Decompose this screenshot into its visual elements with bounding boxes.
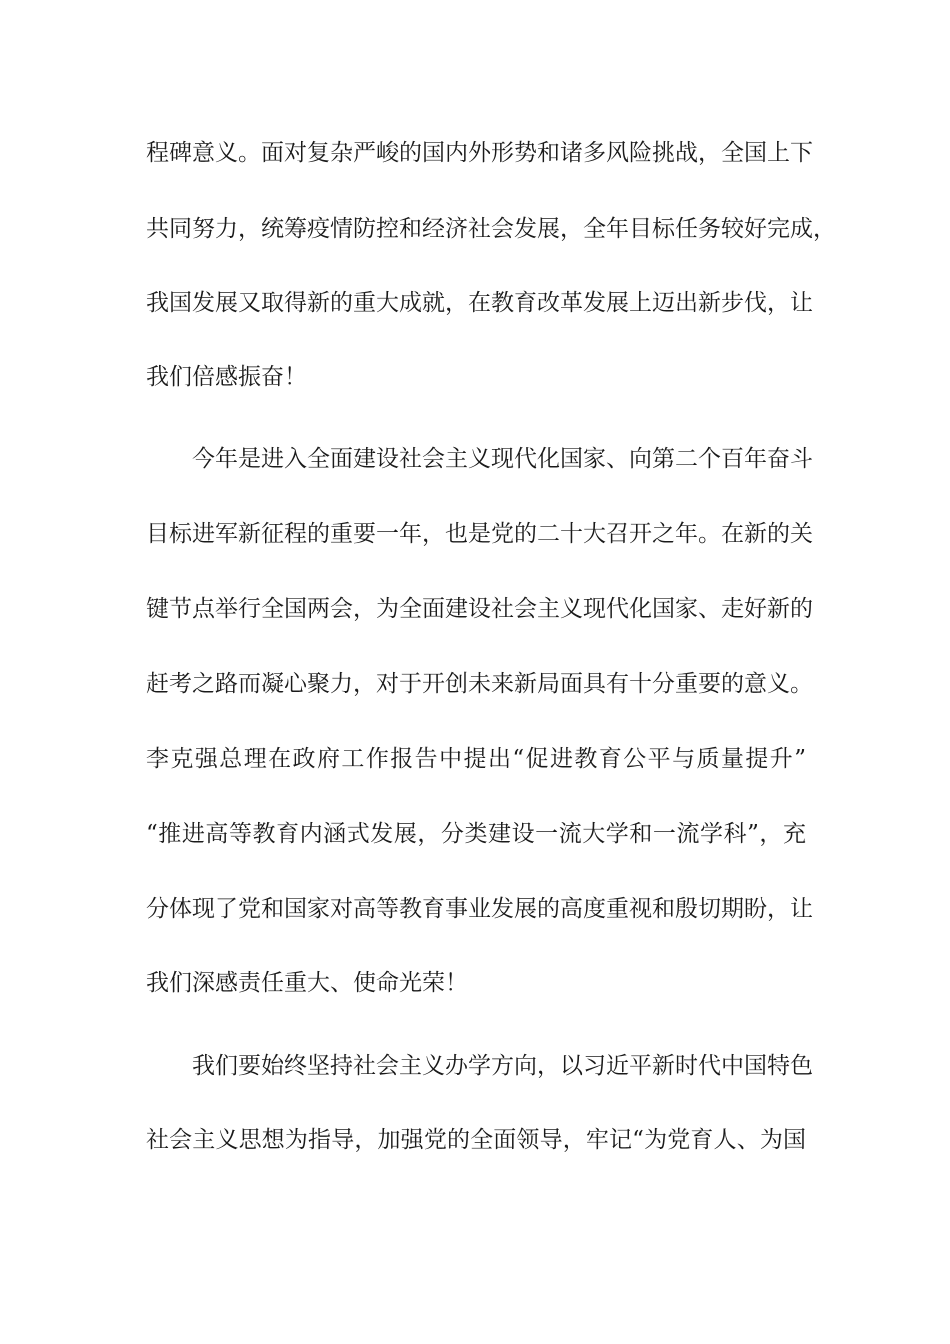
paragraph-3-line-2: 社会主义思想为指导，加强党的全面领导，牢记“为党育人、为国 xyxy=(146,1127,806,1153)
paragraph-2-line-7: 分体现了党和国家对高等教育事业发展的高度重视和殷切期盼，让 xyxy=(146,896,813,922)
paragraph-2-line-2: 目标进军新征程的重要一年，也是党的二十大召开之年。在新的关 xyxy=(146,521,813,547)
paragraph-1-line-2: 共同努力，统筹疫情防控和经济社会发展，全年目标任务较好完成， xyxy=(146,216,836,242)
paragraph-2-line-5: 李克强总理在政府工作报告中提出“促进教育公平与质量提升” xyxy=(146,746,806,772)
paragraph-2-line-4: 赶考之路而凝心聚力，对于开创未来新局面具有十分重要的意义。 xyxy=(146,671,813,697)
paragraph-2-line-1: 今年是进入全面建设社会主义现代化国家、向第二个百年奋斗 xyxy=(192,446,813,472)
paragraph-1-line-3: 我国发展又取得新的重大成就，在教育改革发展上迈出新步伐，让 xyxy=(146,290,813,316)
paragraph-1-line-1: 程碑意义。面对复杂严峻的国内外形势和诸多风险挑战，全国上下 xyxy=(146,140,813,166)
paragraph-2-line-3: 键节点举行全国两会，为全面建设社会主义现代化国家、走好新的 xyxy=(146,596,813,622)
paragraph-2-line-6: “推进高等教育内涵式发展，分类建设一流大学和一流学科”，充 xyxy=(146,821,806,847)
paragraph-1-line-4: 我们倍感振奋！ xyxy=(146,364,307,390)
paragraph-3-line-1: 我们要始终坚持社会主义办学方向，以习近平新时代中国特色 xyxy=(192,1053,813,1079)
paragraph-2-line-8: 我们深感责任重大、使命光荣！ xyxy=(146,970,468,996)
